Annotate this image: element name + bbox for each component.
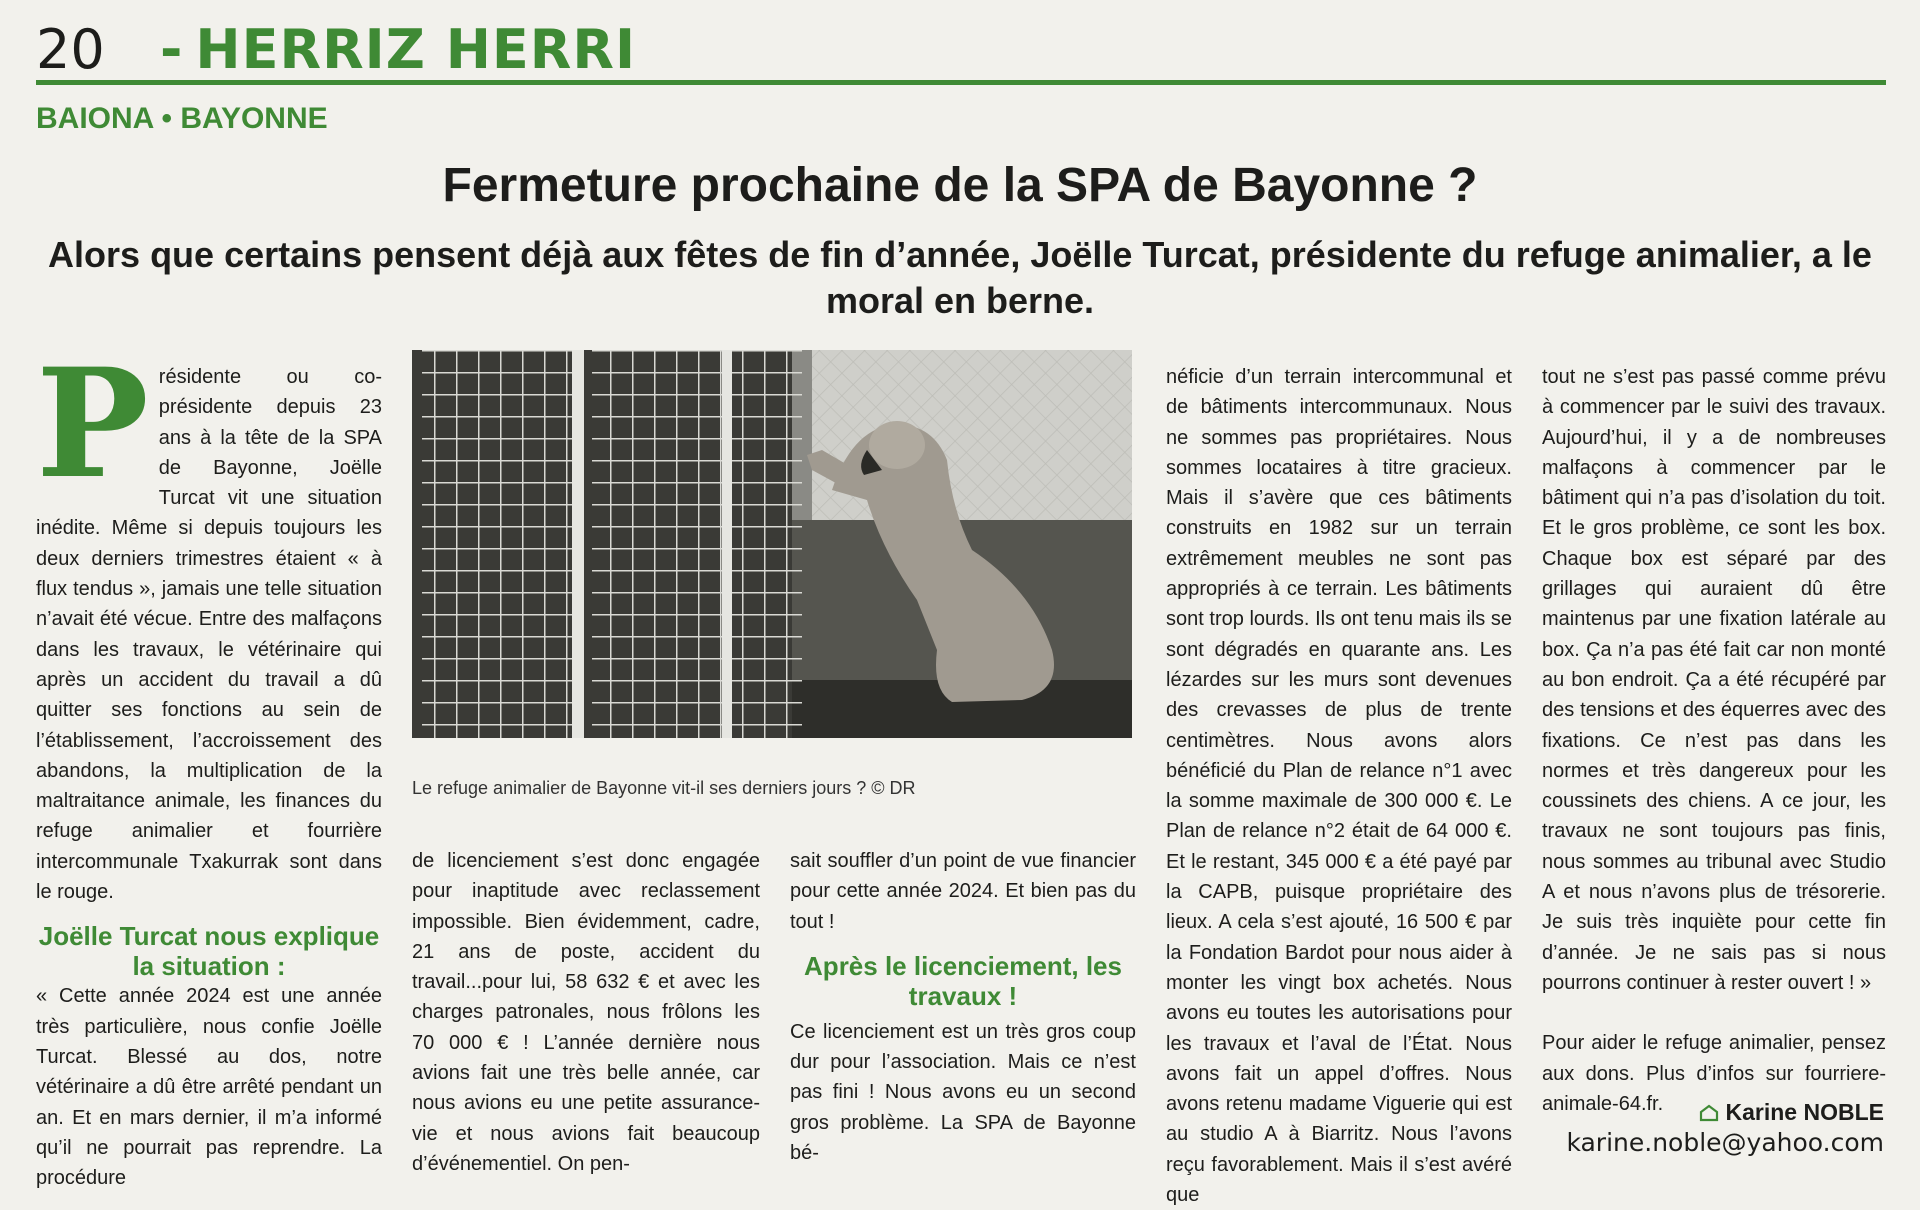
dog-kennel-image (412, 350, 1132, 738)
author-icon (1699, 1104, 1719, 1122)
drop-cap: P (36, 336, 149, 512)
article-headline: Fermeture prochaine de la SPA de Bayonne ? (442, 159, 1478, 212)
column-2 (412, 846, 760, 1179)
article-subheadline: Alors que certains pensent déjà aux fêtes de fin d’année, Joëlle Turcat, présidente du refuge animalier, a le moral en berne. (48, 234, 1872, 321)
column-3 (790, 846, 1136, 1168)
author-signature (1566, 1099, 1884, 1157)
column-3-text-2: Ce licenciement est un très gros coup dur pour l’association. Mais ce n’est pas fini ! Nous avons eu un second gros problème. La SPA de Bayonne bé- (790, 1020, 1136, 1165)
column-5-text-2: Pour aider le refuge animalier, pensez aux dons. Plus d’infos sur fourriere-animale-64.fr. (1542, 1032, 1886, 1115)
column-4-text: néficie d’un terrain intercommunal et de bâtiments intercommunaux. Nous ne sommes pas propriétaires. Nous sommes locataires à titre gracieux. Mais il s’avère que ces bâtiments construits en 1982 sur un terrain extrêmement meubles ne sont pas appropriés à ce terrain. Les bâtiments sont trop lourds. Ils ont tenu mais ils se sont dégradés en quarante ans. Les lézardes sur les murs sont devenues des crevasses de plus de trente centimètres. Nous avons alors bénéficié du Plan de relance n°1 avec la somme maximale de 300 000 €. Le Plan de relance n°2 était de 64 000 €. Et le restant, 345 000 € a été payé par la CAPB, puisque propriétaire des lieux. A cela s’est ajouté, 16 500 € par la Fondation Bardot pour nous aider à monter les vingt box achetés. Nous avons eu toutes les autorisations pour les travaux et l’aval de l’État. Nous avons fait un appel d’offres. Nous avons retenu madame Viguerie qui est au studio A à Biarritz. Nous l’avons reçu favorablement. Mais il s’est avéré que (1166, 366, 1512, 1207)
section-title (160, 20, 636, 80)
column-4 (1166, 362, 1512, 1210)
column-5-text-1: tout ne s’est pas passé comme prévu à commencer par le suivi des travaux. Aujourd’hui, il y a de nombreuses malfaçons à commencer par le bâtiment qui n’a pas d’isolation du toit. Et le gros problème, ce sont les box. Chaque box est séparé par des grillages qui auraient dû être maintenus par une fixation latérale au box. Ça n’a pas été fait car non monté au bon endroit. Ça a été récupéré par des tensions et des équerres avec des fixations. Ce n’est pas dans les normes et très dangereux pour les coussinets des chiens. A ce jour, les travaux ne sont toujours pas finis, nous sommes au tribunal avec Studio A et nous n’avons plus de trésorerie. Je suis très inquiète pour cette fin d’année. Je ne sais pas si nous pourrons continuer à rester ouvert ! » (1542, 366, 1886, 994)
photo-caption: Le refuge animalier de Bayonne vit-il ses derniers jours ? © DR (412, 778, 916, 798)
author-line (1566, 1099, 1884, 1126)
column-2-text: de licenciement s’est donc engagée pour inaptitude avec reclassement impossible. Bien évidemment, cadre, 21 ans de poste, accident du travail...pour lui, 58 632 € et avec les charges patronales, nous frôlons les 70 000 € ! L’année dernière nous avions fait une très belle année, car nous avions eu une petite assurance-vie et nous avions fait beaucoup d’événementiel. On pen- (412, 850, 760, 1175)
page-number: 20 (36, 18, 105, 81)
intro-paragraph: résidente ou co-présidente depuis 23 ans à la tête de la SPA de Bayonne, Joëlle Turcat vit une situation inédite. Même si depuis toujours les deux derniers trimestres étaient « à flux tendus », jamais une telle situation n’avait été vécue. Entre des malfaçons dans les travaux, le vétérinaire qui après un accident du travail a dû quitter ses fonctions au sein de l’établissement, l’accroissement des abandons, la multiplication de la maltraitance animale, les finances du refuge animalier et fourrière intercommunale Txakurrak sont dans le rouge. (36, 366, 382, 904)
title-dash: - (160, 18, 184, 81)
location-label: BAIONA • BAYONNE (36, 102, 328, 135)
column-1 (36, 336, 382, 1193)
subtitle-situation: Joëlle Turcat nous explique la situation : (38, 921, 380, 982)
author-name: Karine NOBLE (1725, 1099, 1884, 1125)
page-header (36, 18, 1886, 85)
article-photo (412, 350, 1132, 738)
column-5 (1542, 362, 1886, 1119)
author-email[interactable]: karine.noble@yahoo.com (1566, 1128, 1884, 1157)
column-3-text-1: sait souffler d’un point de vue financier pour cette année 2024. Et bien pas du tout ! (790, 850, 1136, 933)
subtitle-travaux: Après le licenciement, les travaux ! (804, 950, 1122, 1011)
quote-paragraph: « Cette année 2024 est une année très particulière, nous confie Joëlle Turcat. Blessé au dos, notre vétérinaire a dû être arrêté pendant un an. Et en mars dernier, il m’a informé qu’il ne pourrait pas reprendre. La procédure (36, 985, 382, 1190)
section-name: HERRIZ HERRI (195, 18, 637, 81)
